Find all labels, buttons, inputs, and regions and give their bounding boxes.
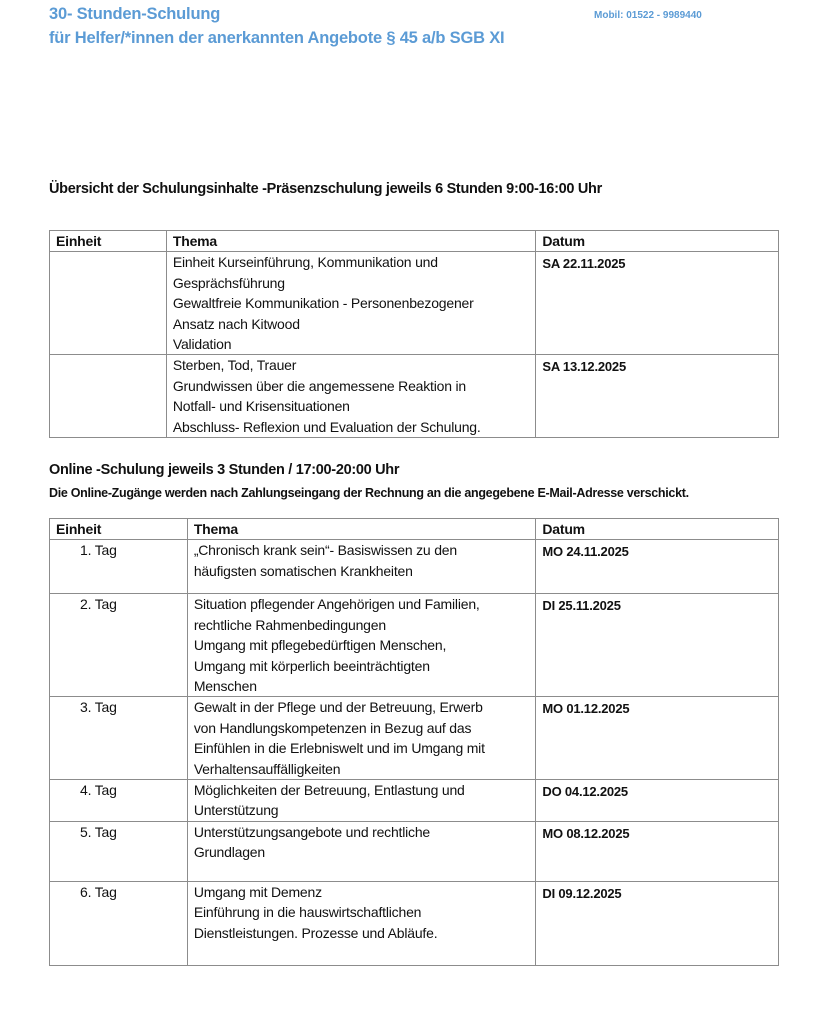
date-cell: DI 25.11.2025 xyxy=(536,594,779,697)
topic-line: Dienstleistungen. Prozesse und Abläufe. xyxy=(193,924,438,941)
topic-line: Validation xyxy=(172,336,232,353)
column-header-topic: Thema xyxy=(166,231,535,252)
topic-line: von Handlungskompetenzen in Bezug auf das xyxy=(193,719,472,736)
topic-cell xyxy=(187,540,536,594)
table-row xyxy=(50,821,779,881)
presence-schedule-table xyxy=(49,230,779,438)
unit-cell xyxy=(50,252,167,355)
unit-cell: 1. Tag xyxy=(50,540,188,594)
table-row xyxy=(50,252,779,355)
topic-line: Gesprächsführung xyxy=(172,274,285,291)
date-cell: DO 04.12.2025 xyxy=(536,780,779,822)
topic-cell xyxy=(187,780,536,822)
column-header-date: Datum xyxy=(536,231,779,252)
document-subtitle: für Helfer/*innen der anerkannten Angebote § 45 a/b SGB XI xyxy=(49,29,505,47)
document-title: 30- Stunden-Schulung xyxy=(49,5,221,23)
topic-cell xyxy=(187,594,536,697)
mobile-phone-number: Mobil: 01522 - 9989440 xyxy=(594,10,702,21)
presence-training-heading: Übersicht der Schulungsinhalte -Präsenzschulung jeweils 6 Stunden 9:00-16:00 Uhr xyxy=(49,181,602,197)
table-row xyxy=(50,780,779,822)
table-row xyxy=(50,697,779,780)
topic-line: Situation pflegender Angehörigen und Familien, xyxy=(193,596,480,613)
topic-line: Verhaltensauffälligkeiten xyxy=(193,760,341,777)
online-training-heading: Online -Schulung jeweils 3 Stunden / 17:00-20:00 Uhr xyxy=(49,462,400,478)
table-row xyxy=(50,594,779,697)
topic-line: Abschluss- Reflexion und Evaluation der Schulung. xyxy=(172,418,481,435)
table-header-row xyxy=(50,519,779,540)
topic-line: Einführung in die hauswirtschaftlichen xyxy=(193,904,422,921)
unit-cell: 3. Tag xyxy=(50,697,188,780)
date-cell: MO 08.12.2025 xyxy=(536,821,779,881)
topic-cell xyxy=(187,697,536,780)
topic-line: Grundlagen xyxy=(193,844,265,861)
date-cell: SA 22.11.2025 xyxy=(536,252,779,355)
topic-line: Menschen xyxy=(193,678,257,695)
table-header-row xyxy=(50,231,779,252)
unit-cell: 6. Tag xyxy=(50,881,188,965)
topic-line: Umgang mit pflegebedürftigen Menschen, xyxy=(193,637,447,654)
table-row xyxy=(50,540,779,594)
topic-line: Einheit Kurseinführung, Kommunikation und xyxy=(172,254,438,271)
topic-line: Ansatz nach Kitwood xyxy=(172,315,300,332)
date-cell: DI 09.12.2025 xyxy=(536,881,779,965)
date-cell: MO 01.12.2025 xyxy=(536,697,779,780)
topic-cell xyxy=(166,252,535,355)
topic-line: Gewalt in der Pflege und der Betreuung, Erwerb xyxy=(193,699,483,716)
topic-cell xyxy=(187,821,536,881)
online-schedule-table xyxy=(49,518,779,966)
topic-line: Unterstützungsangebote und rechtliche xyxy=(193,823,431,840)
column-header-unit: Einheit xyxy=(50,519,188,540)
topic-line: Umgang mit Demenz xyxy=(193,883,322,900)
unit-cell: 5. Tag xyxy=(50,821,188,881)
topic-line: Sterben, Tod, Trauer xyxy=(172,357,297,374)
topic-line: rechtliche Rahmenbedingungen xyxy=(193,616,386,633)
column-header-unit: Einheit xyxy=(50,231,167,252)
table-row xyxy=(50,355,779,438)
topic-cell xyxy=(166,355,535,438)
online-access-note: Die Online-Zugänge werden nach Zahlungseingang der Rechnung an die angegebene E-Mail-Adresse verschickt. xyxy=(49,486,689,500)
unit-cell xyxy=(50,355,167,438)
column-header-topic: Thema xyxy=(187,519,536,540)
topic-cell xyxy=(187,881,536,965)
column-header-date: Datum xyxy=(536,519,779,540)
topic-line: Grundwissen über die angemessene Reaktion in xyxy=(172,377,467,394)
topic-line: Umgang mit körperlich beeinträchtigten xyxy=(193,657,430,674)
date-cell: MO 24.11.2025 xyxy=(536,540,779,594)
topic-line: Einfühlen in die Erlebniswelt und im Umgang mit xyxy=(193,740,485,757)
date-cell: SA 13.12.2025 xyxy=(536,355,779,438)
unit-cell: 4. Tag xyxy=(50,780,188,822)
topic-line: Unterstützung xyxy=(193,802,279,819)
topic-line: häufigsten somatischen Krankheiten xyxy=(193,562,413,579)
topic-line: Gewaltfreie Kommunikation - Personenbezogener xyxy=(172,295,474,312)
topic-line: „Chronisch krank sein“- Basiswissen zu den xyxy=(193,542,457,559)
table-row xyxy=(50,881,779,965)
unit-cell: 2. Tag xyxy=(50,594,188,697)
topic-line: Notfall- und Krisensituationen xyxy=(172,398,350,415)
topic-line: Möglichkeiten der Betreuung, Entlastung und xyxy=(193,782,465,799)
